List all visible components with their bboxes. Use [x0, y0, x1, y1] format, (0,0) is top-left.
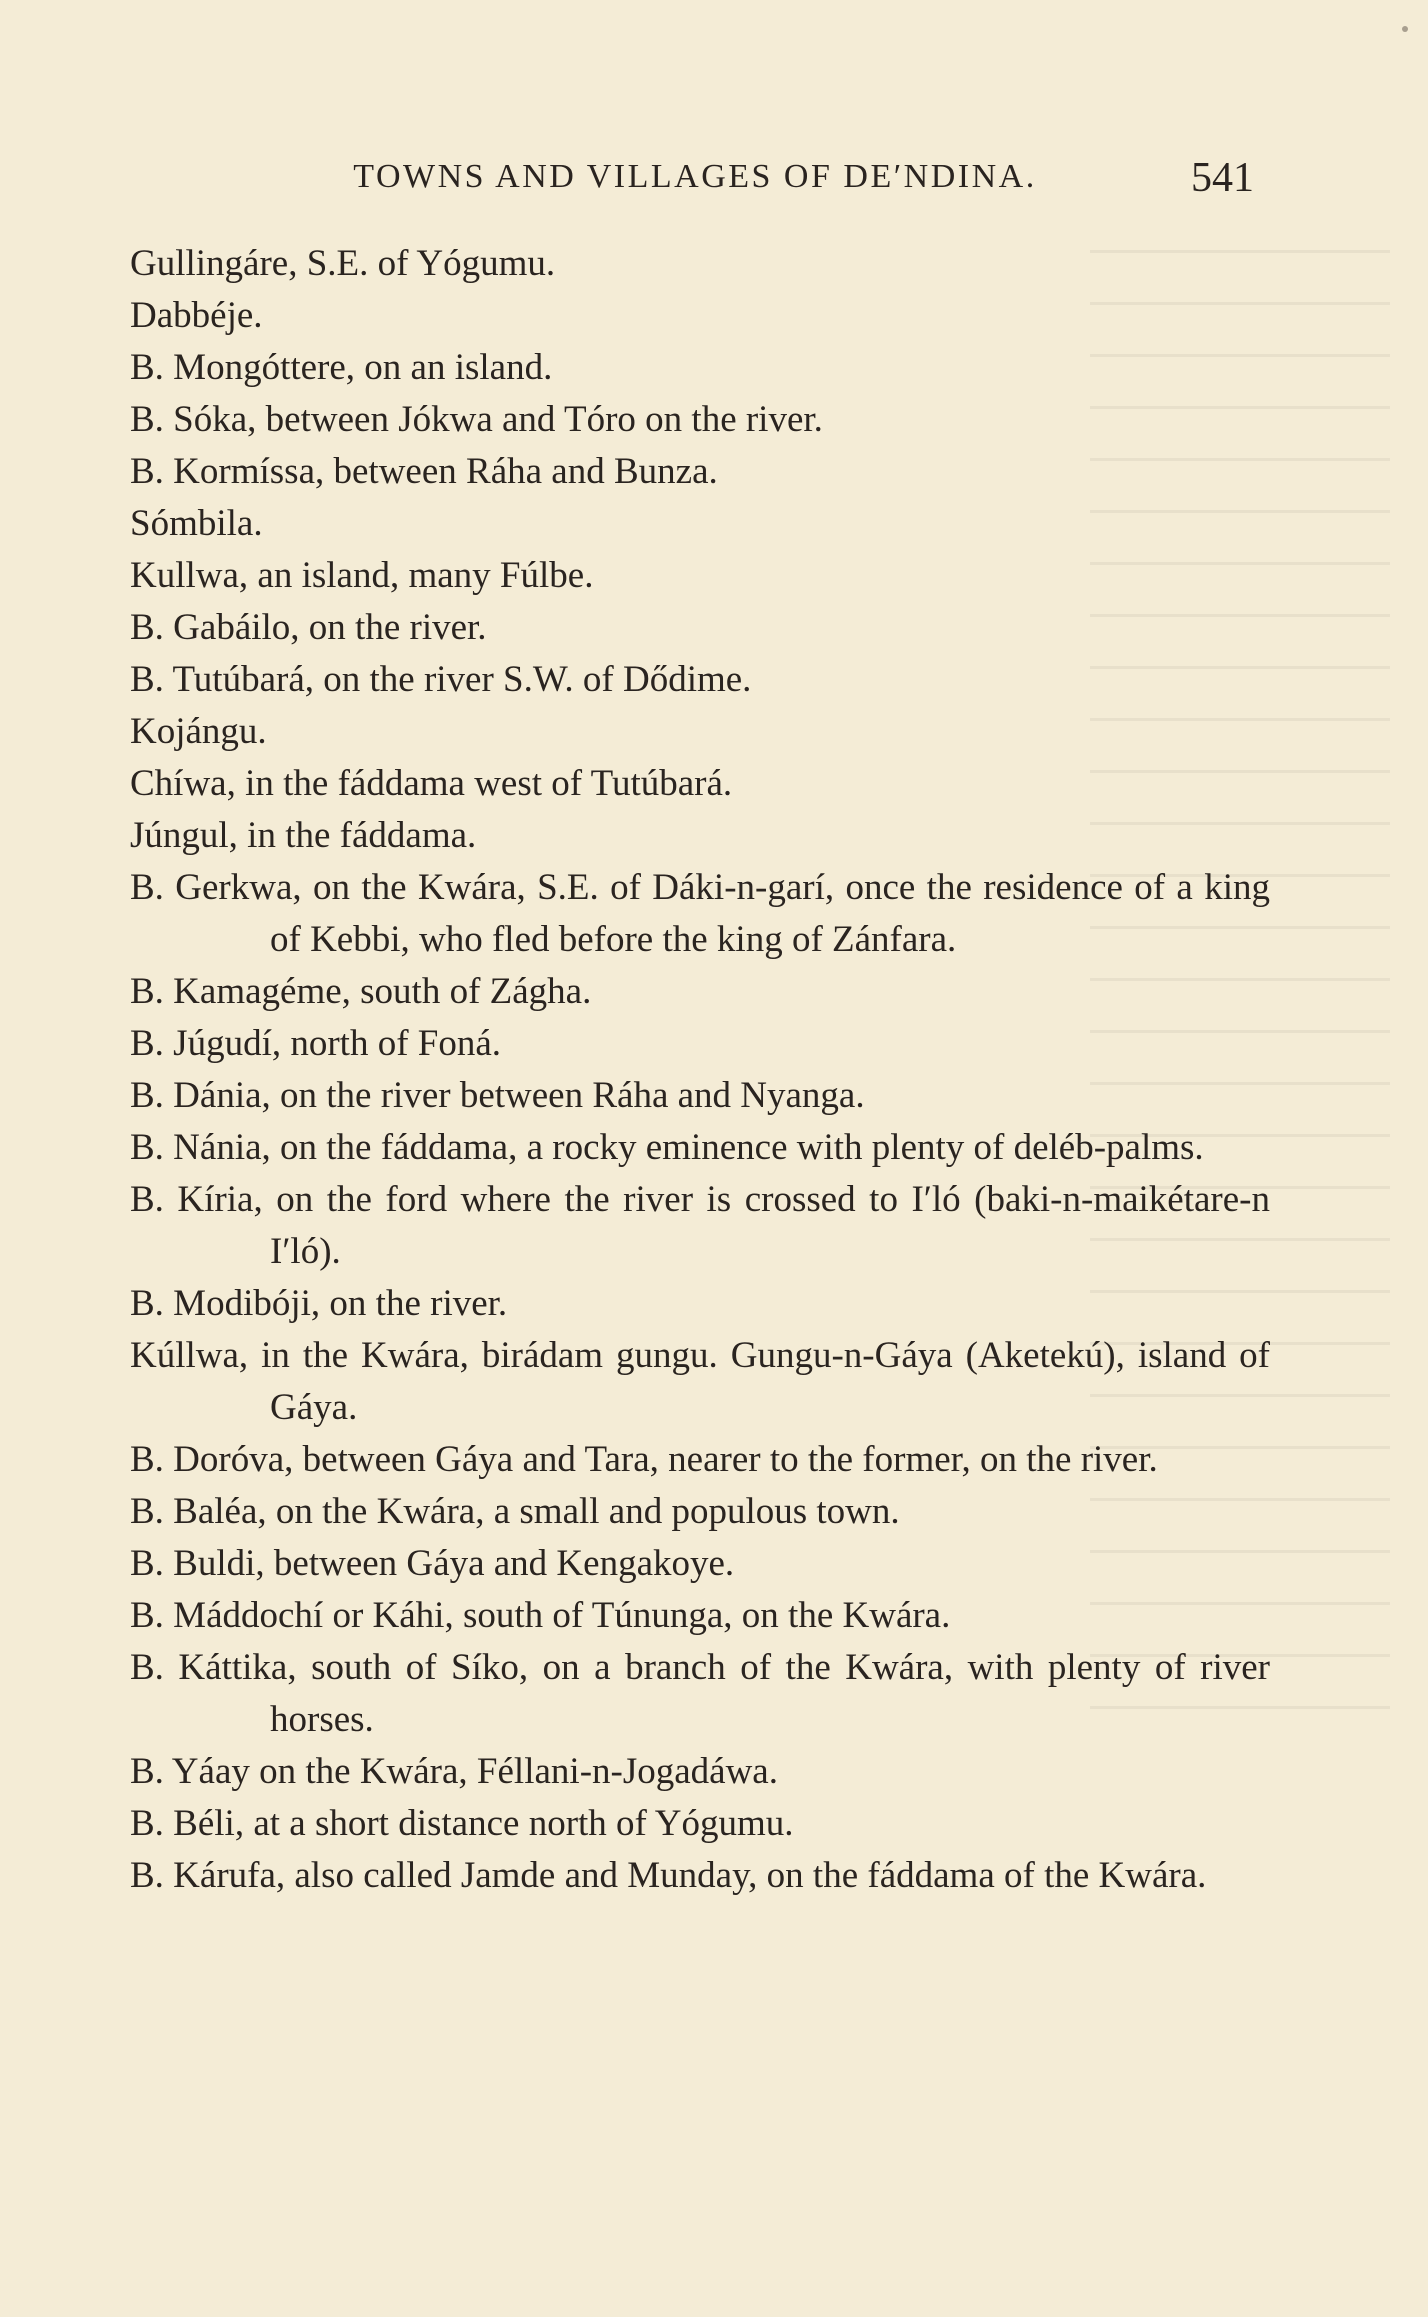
gazetteer-entry: B. Gerkwa, on the Kwára, S.E. of Dáki-n-garí, once the residence of a king of Kebbi, who fled before the king of Zánfara.: [130, 867, 1270, 960]
gazetteer-entry: Chíwa, in the fáddama west of Tutúbará.: [130, 763, 733, 804]
gazetteer-entry: Kojángu.: [130, 711, 267, 752]
gazetteer-entry: B. Kamagéme, south of Zágha.: [130, 971, 592, 1012]
gazetteer-entry: B. Káttika, south of Síko, on a branch of the Kwára, with plenty of river horses.: [130, 1647, 1270, 1740]
gazetteer-entry: B. Gabáilo, on the river.: [130, 607, 487, 648]
gazetteer-entry: Gullingáre, S.E. of Yógumu.: [130, 243, 556, 284]
gazetteer-entry: B. Tutúbará, on the river S.W. of Dődime.: [130, 659, 752, 700]
page-number: 541: [1191, 155, 1254, 201]
gazetteer-entry: B. Máddochí or Káhi, south of Túnunga, on the Kwára.: [130, 1595, 951, 1636]
gazetteer-entry: B. Kormíssa, between Ráha and Bunza.: [130, 451, 718, 492]
gazetteer-entry: B. Dánia, on the river between Ráha and Nyanga.: [130, 1075, 865, 1116]
gazetteer-entry: B. Mongóttere, on an island.: [130, 347, 553, 388]
gazetteer-entry: B. Buldi, between Gáya and Kengakoye.: [130, 1543, 735, 1584]
gazetteer-list: [130, 238, 1270, 1902]
gazetteer-entry: Kullwa, an island, many Fúlbe.: [130, 555, 594, 596]
gazetteer-entry: Júngul, in the fáddama.: [130, 815, 477, 856]
gazetteer-entry: B. Modibóji, on the river.: [130, 1283, 508, 1324]
gazetteer-entry: B. Sóka, between Jókwa and Tóro on the river.: [130, 399, 823, 440]
running-header: [130, 152, 1260, 208]
header-title: TOWNS AND VILLAGES OF DE′NDINA.: [353, 158, 1037, 195]
gazetteer-entry: B. Kárufa, also called Jamde and Munday, on the fáddama of the Kwára.: [130, 1855, 1207, 1896]
gazetteer-entry: B. Doróva, between Gáya and Tara, nearer to the former, on the river.: [130, 1439, 1158, 1480]
gazetteer-entry: B. Yáay on the Kwára, Féllani-n-Jogadáwa.: [130, 1751, 778, 1792]
gazetteer-entry: Sómbila.: [130, 503, 263, 544]
gazetteer-entry: B. Baléa, on the Kwára, a small and populous town.: [130, 1491, 900, 1532]
gazetteer-entry: Kúllwa, in the Kwára, birádam gungu. Gungu-n-Gáya (Aketekú), island of Gáya.: [130, 1335, 1270, 1428]
page-speck: [1402, 26, 1408, 32]
gazetteer-entry: B. Nánia, on the fáddama, a rocky eminence with plenty of deléb-palms.: [130, 1127, 1204, 1168]
gazetteer-entry: B. Kíria, on the ford where the river is crossed to I′ló (baki-n-maikétare-n I′ló).: [130, 1179, 1270, 1272]
gazetteer-entry: Dabbéje.: [130, 295, 263, 336]
gazetteer-entry: B. Béli, at a short distance north of Yógumu.: [130, 1803, 794, 1844]
gazetteer-entry: B. Júgudí, north of Foná.: [130, 1023, 502, 1064]
